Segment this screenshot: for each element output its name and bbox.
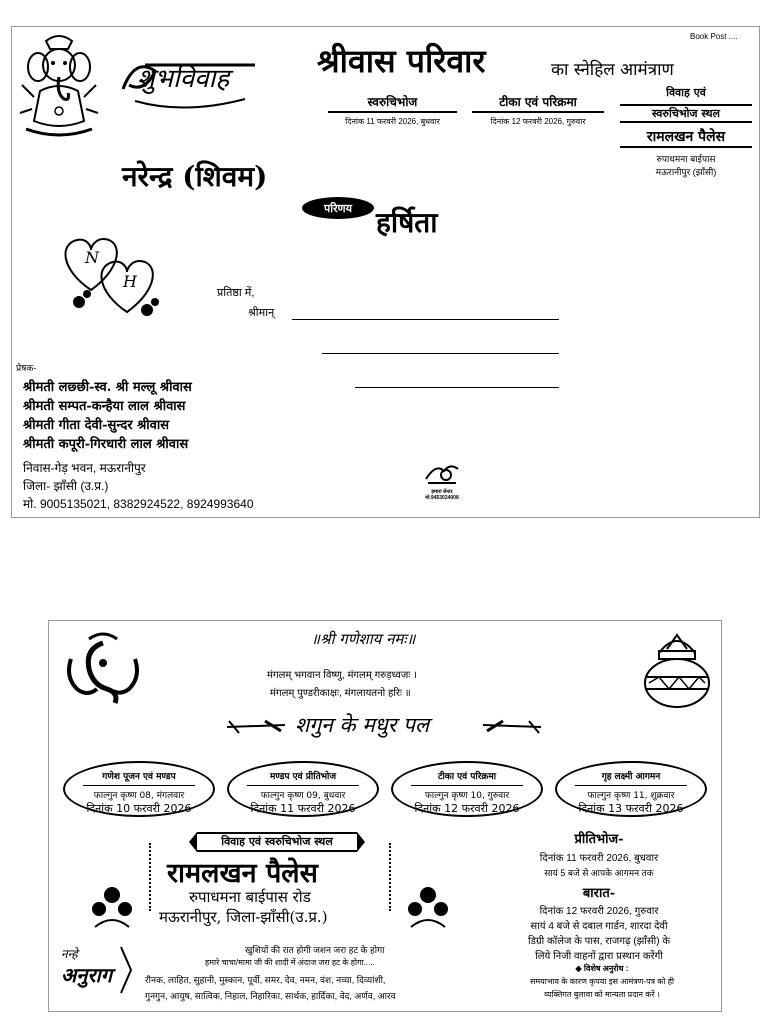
address-line-3[interactable] [355,387,559,388]
printer-logo-icon [422,461,462,485]
nanhe-verse-1: खुशियों की रात होगी जशन जरा हट के होगा [245,945,385,955]
shubh-vivah-calligraphy: शुभविवाह [115,41,267,111]
pratishtha-label: प्रतिष्ठा में, [217,287,255,299]
venue-city: मऊरानीपुर, जिला-झाँसी(उ.प्र.) [159,908,328,926]
nanhe-names-2: गुनगुन, आयुष, सात्विक, निहाल, निहारिका, सार्थक, हार्दिका, वेद, अर्णव, आरव [145,991,396,1001]
nanhe-names-1: रौनक, लाहित, सुहानी, मुस्कान, पूर्वी, समर, देव, नमन, वंश, नव्या, दिव्यांशी, [145,975,386,985]
venue-frame-right [383,843,391,911]
venue-box: विवाह एवं स्वरुचिभोज स्थल रामलखन पैलेस रुपाधमना बाईपास मऊरानीपुर (झाँसी) [620,85,752,178]
venue-name: रामलखन पैलेस [167,858,318,889]
bride-name: हर्षिता [376,206,438,239]
parinay-badge: परिणय [302,197,374,219]
event-tika: टीका एवं परिक्रमा दिनांक 12 फरवरी 2026, गुरुवार [464,93,612,127]
invite-text: का स्नेहिल आमंत्राण [551,60,674,80]
venue-frame-left [149,843,157,911]
nanhe-label: नन्हे [61,947,78,961]
barat-block: बारात- दिनांक 12 फरवरी 2026, गुरुवार सायं 4 बजे से दबाल गार्डन, शारदा देवी डिग्री कॉलेज के पास, राजगढ़ (झाँसी) के लिये निजी वाहनों द्वारा प्रस्थान करेंगी [528,886,670,962]
inner-card [48,620,722,1012]
senders-list: श्रीमती लछ्छी-स्व. श्री मल्लू श्रीवास श्रीमती सम्पत-कन्हैया लाल श्रीवास श्रीमती गीता देवी-सुन्दर श्रीवास श्रीमती कपूरी-गिरधारी लाल श्रीवास [23,380,192,452]
venue-ribbon: विवाह एवं स्वरुचिभोज स्थल [197,832,357,852]
pritibhoj-block: प्रीतिभोज- दिनांक 11 फरवरी 2026, बुधवार सायं 5 बजे से आपके आगमन तक [539,832,659,878]
ganesha-symbol-icon [63,629,143,709]
nanhe-verse-2: हमारे चाचा/मामा जी की शादी में अंदाज जरा हट के होगा..... [205,958,375,967]
mantra-line-2: मंगलम् पुण्डरीकाक्षः, मंगलायतनो हरिः ॥ [270,688,411,699]
vishesh-anurodh: ◆ विशेष अनुरोध : समयाभाव के कारण कृपया इस आमंत्रण-पत्र को ही व्यक्तिगत बुलावा को मान्यता प्रदान करें । [529,964,675,999]
ganesha-icon [16,33,102,143]
nanhe-arrow-icon [119,945,133,999]
envelope-card [11,26,760,518]
shriman-label: श्रीमान् [248,307,275,319]
kalash-icon [639,629,715,711]
mantra-line-1: मंगलम् भगवान विष्णु, मंगलम् गरुड़ध्वजः । [267,670,417,681]
family-title: श्रीवास परिवार [317,42,486,80]
hearts-icon: N H [57,230,172,320]
event-swaruchibhoj: स्वरुचिभोज दिनांक 11 फरवरी 2026, बुधवार [320,93,465,127]
zila-text: जिला- झाँसी (उ.प्र.) [23,479,109,493]
ceremony-griha-lakshmi: गृह लक्ष्मी आगमन फाल्गुन कृष्ण 11, शुक्रवार दिनांक 13 फरवरी 2026 [555,761,707,817]
ceremony-mandap: मण्डप एवं प्रीतिभोज फाल्गुन कृष्ण 09, बुधवार दिनांक 11 फरवरी 2026 [227,761,379,817]
venue-road: रुपाधमना बाईपास रोड [189,888,311,906]
niwas-text: निवास-गेड़ भवन, मऊरानीपुर [23,461,146,475]
groom-name: नरेन्द्र (शिवम) [122,160,268,193]
mobile-text: मो. 9005135021, 8382924522, 8924993640 [23,497,254,511]
printer-logo: हमारा सेन्टर मो.9453024008 [412,461,472,501]
flower-left-icon [89,883,135,935]
ceremony-ganesh-pujan: गणेश पूजन एवं मण्डप फाल्गुन कृष्ण 08, मंगलवार दिनांक 10 फरवरी 2026 [63,761,215,817]
nanhe-anurag: अनुराग [61,963,112,987]
preshak-label: प्रेषक- [16,363,37,373]
address-line-2[interactable] [322,353,559,354]
shri-ganesh-heading: ॥श्री गणेशाय नमः॥ [311,630,416,648]
ceremony-tika: टीका एवं परिक्रमा फाल्गुन कृष्ण 10, गुरुवार दिनांक 12 फरवरी 2026 [391,761,543,817]
flower-right-icon [405,883,451,935]
address-line-1[interactable] [292,319,559,320]
book-post-label: Book Post .... [690,32,738,41]
shagun-title: शगुन के मधुर पल [225,707,543,745]
